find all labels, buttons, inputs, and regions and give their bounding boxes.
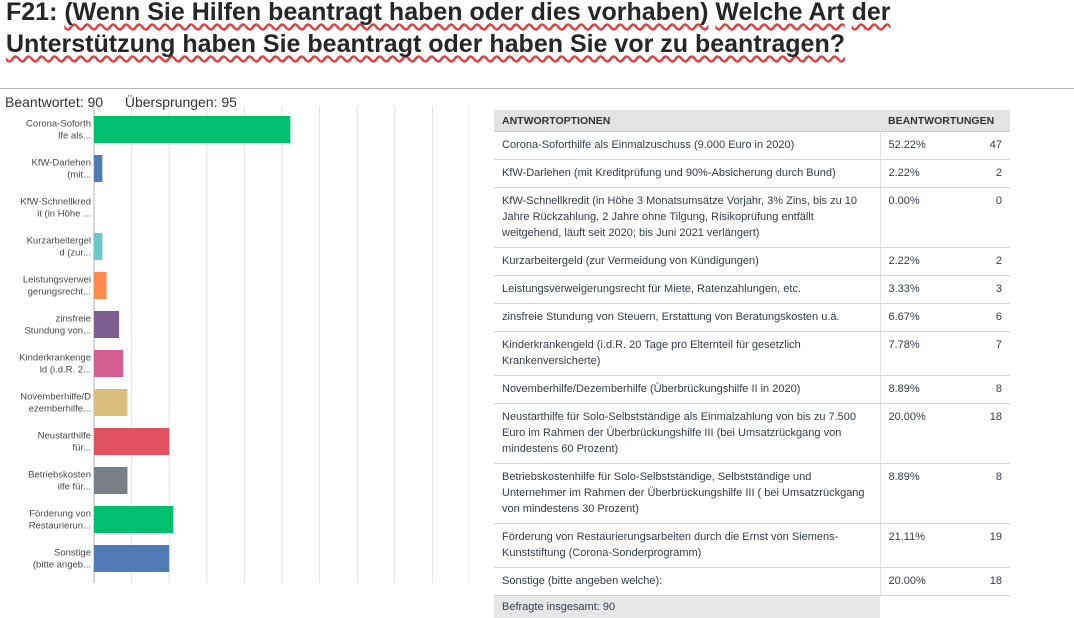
answer-count: 3 bbox=[950, 276, 1010, 304]
answer-count: 8 bbox=[950, 376, 1010, 404]
y-tick-label: Kurzarbeitergel d (zur... bbox=[27, 236, 91, 259]
table-row bbox=[494, 132, 1010, 160]
answer-percent: 2.22% bbox=[880, 248, 950, 276]
answer-option: Leistungsverweigerungsrecht für Miete, Ratenzahlungen, etc. bbox=[494, 276, 880, 304]
total-respondents: Befragte insgesamt: 90 bbox=[494, 596, 880, 618]
answer-option: zinsfreie Stundung von Steuern, Erstattung von Beratungskosten u.ä. bbox=[494, 304, 880, 332]
answer-percent: 0.00% bbox=[880, 188, 950, 248]
question-text-part: (Wenn Sie Hilfen beantragt haben oder dies vorhaben) bbox=[64, 0, 708, 26]
answer-option: KfW-Schnellkredit (in Höhe 3 Monatsumsätze Vorjahr, 3% Zins, bis zu 10 Jahre Rückzahlung, 2 Jahre ohne Tilgung, Risikoprüfung entfällt weitgehend, läuft seit 2020; bis Juni 2021 verlängert) bbox=[494, 188, 880, 248]
answer-count: 6 bbox=[950, 304, 1010, 332]
answered-value: 90 bbox=[88, 94, 104, 110]
answer-option: Novemberhilfe/Dezemberhilfe (Überbrückungshilfe II in 2020) bbox=[494, 376, 880, 404]
y-tick-label: Corona-Soforth lfe als... bbox=[26, 119, 91, 142]
y-tick-label: Leistungsverwei gerungsrecht... bbox=[23, 275, 91, 298]
answer-percent: 21.11% bbox=[880, 524, 950, 568]
answer-count: 0 bbox=[950, 188, 1010, 248]
bar bbox=[94, 233, 102, 260]
answer-option: Neustarthilfe für Solo-Selbstständige als Einmalzahlung von bis zu 7.500 Euro im Rahmen der Überbrückungshilfe III (bei Umsatzrückgang von mindestens 60 Prozent) bbox=[494, 404, 880, 464]
answer-option: Kinderkrankengeld (i.d.R. 20 Tage pro Elternteil für gesetzlich Krankenversicherte) bbox=[494, 332, 880, 376]
answer-percent: 8.89% bbox=[880, 464, 950, 524]
answer-count: 7 bbox=[950, 332, 1010, 376]
y-tick-label: Kinderkrankenge ld (i.d.R. 2... bbox=[19, 353, 91, 376]
table-row bbox=[494, 376, 1010, 404]
bar bbox=[94, 311, 119, 338]
answer-percent: 6.67% bbox=[880, 304, 950, 332]
bar bbox=[94, 506, 173, 533]
bar bbox=[94, 428, 169, 455]
table-row bbox=[494, 160, 1010, 188]
answer-percent: 7.78% bbox=[880, 332, 950, 376]
bar bbox=[94, 467, 127, 494]
answer-option: Corona-Soforthilfe als Einmalzuschuss (9.000 Euro in 2020) bbox=[494, 132, 880, 160]
answer-option: KfW-Darlehen (mit Kreditprüfung und 90%-Absicherung durch Bund) bbox=[494, 160, 880, 188]
y-tick-label: Novemberhilfe/D ezemberhilfe... bbox=[20, 392, 91, 415]
question-title bbox=[6, 0, 1006, 60]
answer-percent: 52.22% bbox=[880, 132, 950, 160]
bar bbox=[94, 545, 169, 572]
answer-count: 18 bbox=[950, 568, 1010, 596]
table-row bbox=[494, 304, 1010, 332]
question-text-part bbox=[845, 0, 852, 26]
answer-percent: 20.00% bbox=[880, 568, 950, 596]
answered-label: Beantwortet: bbox=[5, 94, 84, 110]
table-row bbox=[494, 276, 1010, 304]
bar bbox=[94, 155, 102, 182]
y-tick-label: Sonstige (bitte angeb... bbox=[33, 548, 91, 571]
y-tick-label: Förderung von Restaurierun... bbox=[29, 509, 91, 532]
table-header-row bbox=[494, 110, 1010, 132]
answer-count: 2 bbox=[950, 248, 1010, 276]
y-tick-label: KfW-Schnellkred it (in Höhe ... bbox=[20, 197, 91, 220]
bar-chart bbox=[0, 106, 470, 583]
answer-count: 19 bbox=[950, 524, 1010, 568]
answer-count: 47 bbox=[950, 132, 1010, 160]
y-tick-label: zinsfreie Stundung von... bbox=[24, 314, 91, 337]
table-row bbox=[494, 332, 1010, 376]
answer-percent: 3.33% bbox=[880, 276, 950, 304]
answer-option: Kurzarbeitergeld (zur Vermeidung von Kündigungen) bbox=[494, 248, 880, 276]
answer-option: Sonstige (bitte angeben welche): bbox=[494, 568, 880, 596]
bar bbox=[94, 116, 290, 143]
question-text-part: Welche Art bbox=[715, 0, 844, 26]
bar bbox=[94, 272, 107, 299]
answer-percent: 8.89% bbox=[880, 376, 950, 404]
y-tick-label: Betriebskosten ilfe für... bbox=[28, 470, 91, 493]
header-answers: BEANTWORTUNGEN bbox=[880, 110, 1010, 132]
skipped-value: 95 bbox=[221, 94, 237, 110]
y-tick-label: KfW-Darlehen (mit... bbox=[32, 158, 92, 181]
table-row bbox=[494, 188, 1010, 248]
table-row bbox=[494, 404, 1010, 464]
skipped-label: Übersprungen: bbox=[125, 94, 218, 110]
answer-count: 8 bbox=[950, 464, 1010, 524]
answer-table bbox=[494, 110, 1010, 618]
title-divider bbox=[0, 88, 1074, 89]
table-row bbox=[494, 248, 1010, 276]
answer-percent: 20.00% bbox=[880, 404, 950, 464]
header-options: ANTWORTOPTIONEN bbox=[494, 110, 880, 132]
answer-percent: 2.22% bbox=[880, 160, 950, 188]
bar bbox=[94, 350, 123, 377]
answer-count: 2 bbox=[950, 160, 1010, 188]
table-row bbox=[494, 464, 1010, 524]
table-row bbox=[494, 524, 1010, 568]
question-number: F21: bbox=[6, 0, 64, 26]
table-row bbox=[494, 568, 1010, 596]
question-text-part: der Unterstützung haben Sie beantragt oder haben Sie vor zu beantragen? bbox=[6, 0, 890, 58]
answer-option: Betriebskostenhilfe für Solo-Selbstständige, Selbstständige und Unternehmer im Rahmen der Überbrückungshilfe III ( bei Umsatzrückgang von mindestens 30 Prozent) bbox=[494, 464, 880, 524]
answer-count: 18 bbox=[950, 404, 1010, 464]
table-footer-row bbox=[494, 596, 1010, 618]
answer-option: Förderung von Restaurierungsarbeiten durch die Ernst von Siemens-Kunststiftung (Corona-Sonderprogramm) bbox=[494, 524, 880, 568]
y-tick-label: Neustarthilfe für... bbox=[38, 431, 91, 454]
bar bbox=[94, 389, 127, 416]
